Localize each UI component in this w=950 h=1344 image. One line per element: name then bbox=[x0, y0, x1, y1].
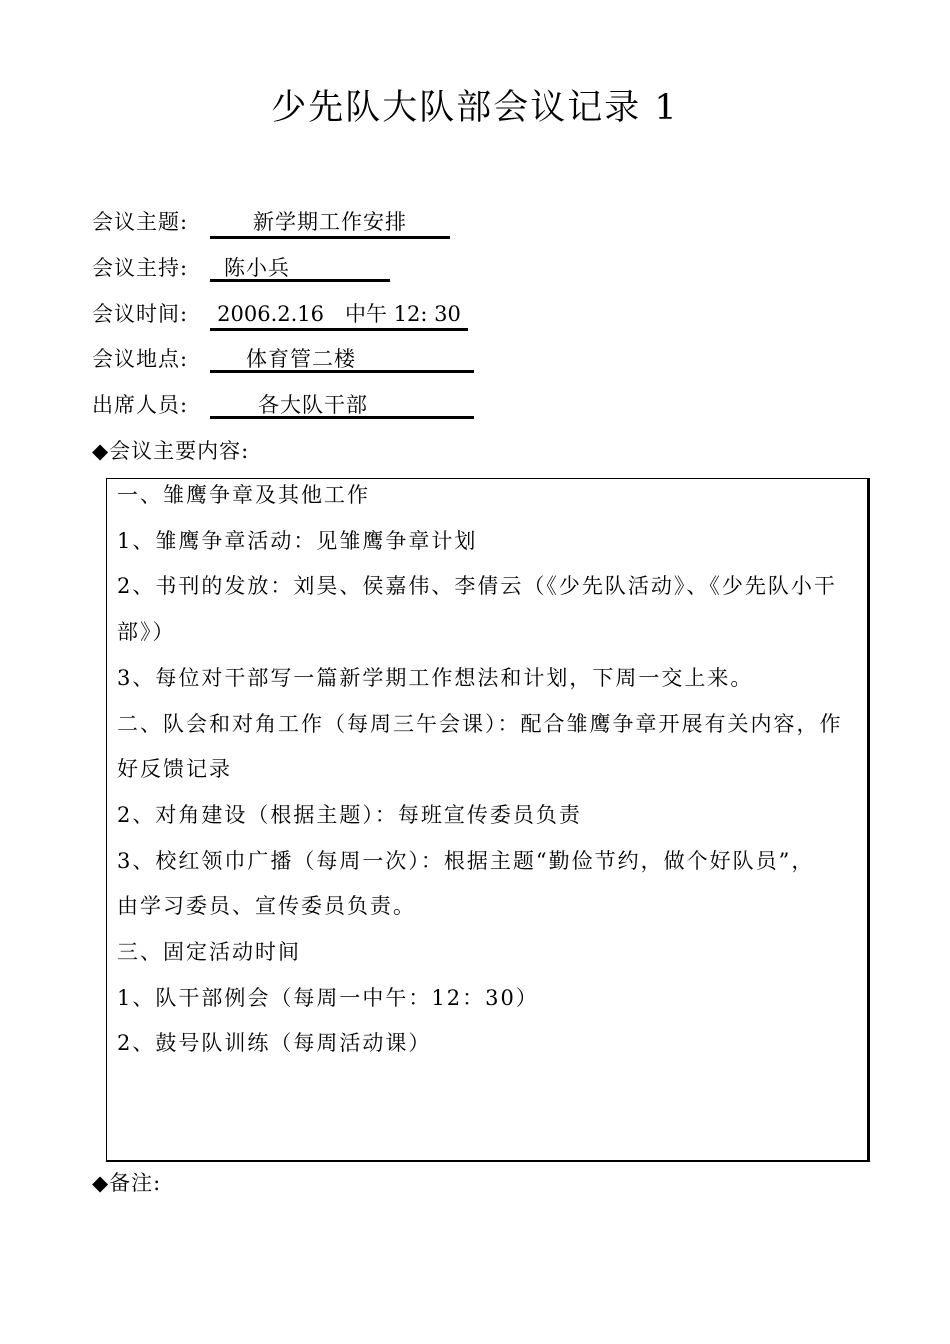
content-line: 一、雏鹰争章及其他工作 bbox=[117, 483, 370, 507]
remarks-label: ◆备注: bbox=[92, 1171, 162, 1195]
page-title: 少先队大队部会议记录 1 bbox=[271, 88, 679, 128]
content-line: 3、校红领巾广播（每周一次）：根据主题“勤俭节约，做个好队员”， bbox=[117, 848, 815, 873]
place-value: 体育管二楼 bbox=[210, 341, 474, 373]
content-line: 1、雏鹰争章活动：见雏鹰争章计划 bbox=[117, 528, 478, 553]
main-content-label: ◆会议主要内容: bbox=[92, 439, 250, 463]
content-line: 部》） bbox=[117, 620, 176, 645]
content-line: 2、鼓号队训练（每周活动课） bbox=[117, 1031, 432, 1056]
content-line: 2、书刊的发放：刘昊、侯嘉伟、李倩云（《少先队活动》、《少先队小干 bbox=[117, 574, 837, 599]
content-line: 二、队会和对角工作（每周三午会课）：配合雏鹰争章开展有关内容，作 bbox=[117, 711, 843, 736]
host-row bbox=[92, 250, 290, 286]
content-line: 好反馈记录 bbox=[117, 757, 232, 782]
content-line: 3、每位对干部写一篇新学期工作想法和计划，下周一交上来。 bbox=[117, 665, 754, 690]
attendees-value: 各大队干部 bbox=[210, 387, 474, 419]
content-box bbox=[106, 478, 870, 1162]
place-row bbox=[92, 341, 356, 377]
place-label: 会议地点: bbox=[92, 347, 189, 371]
content-line: 1、队干部例会（每周一中午：12：30） bbox=[117, 985, 539, 1010]
content-line: 三、固定活动时间 bbox=[117, 940, 301, 965]
attendees-label: 出席人员: bbox=[92, 393, 189, 417]
attendees-row bbox=[92, 387, 368, 423]
time-row bbox=[92, 296, 461, 332]
topic-label: 会议主题: bbox=[92, 210, 189, 234]
topic-row bbox=[92, 204, 407, 240]
host-value: 陈小兵 bbox=[210, 250, 390, 282]
topic-value: 新学期工作安排 bbox=[210, 204, 450, 239]
content-line: 2、对角建设（根据主题）：每班宣传委员负责 bbox=[117, 802, 582, 827]
time-value: 2006.2.16 中午 12: 30 bbox=[210, 296, 468, 331]
host-label: 会议主持: bbox=[92, 256, 189, 280]
content-line: 由学习委员、宣传委员负责。 bbox=[117, 894, 416, 919]
time-label: 会议时间: bbox=[92, 302, 189, 326]
